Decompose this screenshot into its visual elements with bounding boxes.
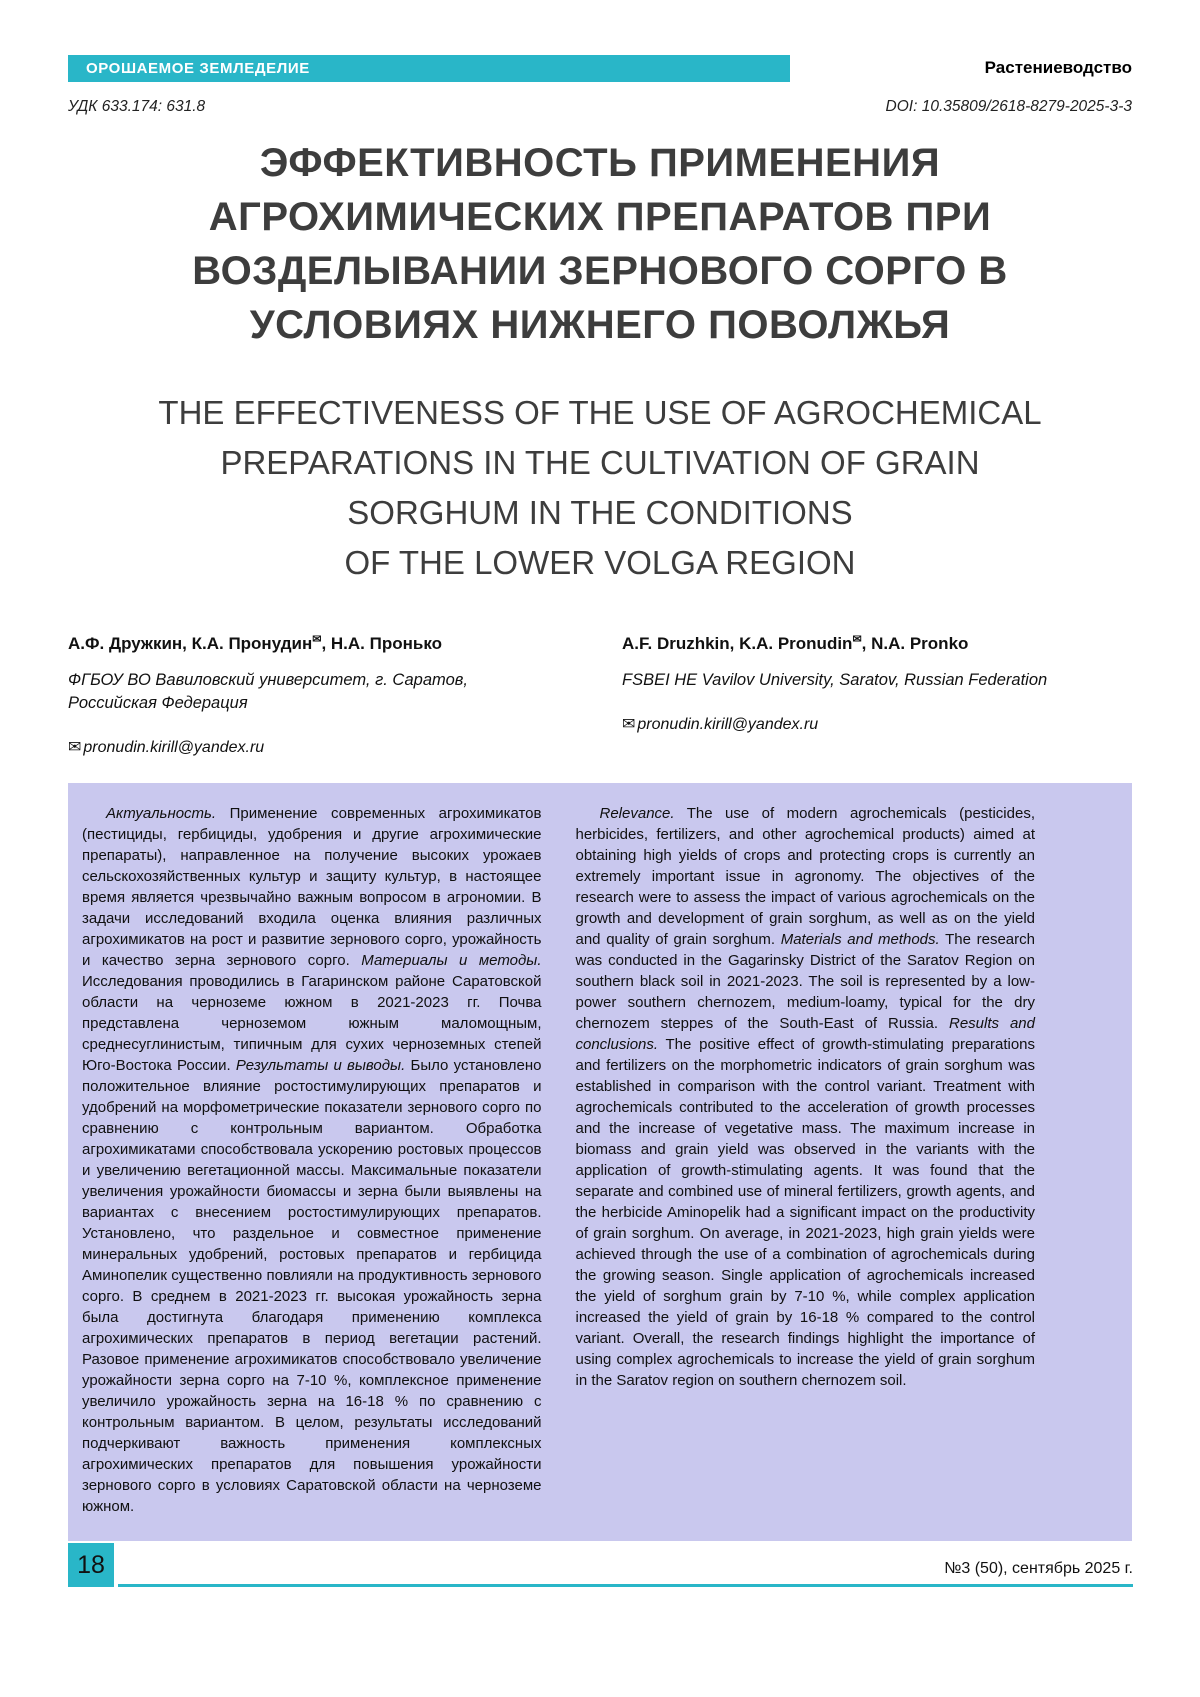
page-footer [68, 1543, 1133, 1587]
doi-label: DOI: 10.35809/2618-8279-2025-3-3 [885, 98, 1132, 115]
abstract-box [68, 783, 1132, 1541]
mail-icon: ✉ [622, 716, 636, 733]
email-link-en[interactable]: pronudin.kirill@yandex.ru [637, 716, 819, 733]
issue-label: №3 (50), сентябрь 2025 г. [944, 1560, 1133, 1577]
section-banner-label: ОРОШАЕМОЕ ЗЕМЛЕДЕЛИЕ [86, 60, 310, 77]
abstract-en: Relevance. The use of modern agrochemicals (pesticides, herbicides, fertilizers, and other agrochemical products) aimed at obtaining high yields of crops and protecting crops is currently an extremely important issue in agronomy. The objectives of the research were to assess the impact of various agrochemicals on the growth and development of grain sorghum, as well as on the yield and quality of grain sorghum. Materials and methods. The research was conducted in the Gagarinsky District of the Saratov Region on southern black soil in 2021-2023. The soil is represented by a low-power southern chernozem, medium-loamy, typical for the dry chernozem steppes of the South-East of Russia. Results and conclusions. The positive effect of growth-stimulating preparations and fertilizers on the morphometric indicators of grain sorghum was established in comparison with the control variant. Treatment with agrochemicals contributed to the acceleration of growth processes and the increase of vegetative mass. The maximum increase in biomass and grain yield was observed in the variants with the application of growth-stimulating agents. It was found that the separate and combined use of mineral fertilizers, growth agents, and the herbicide Aminopelik had a significant impact on the productivity of grain sorghum. On average, in 2021-2023, high grain yields were achieved through the use of a combination of agrochemicals during the growing season. Single application of agrochemicals increased the yield of sorghum grain by 7-10 %, while complex application increased the yield of grain by 16-18 % compared to the control variant. Overall, the research findings highlight the importance of using complex agrochemicals to increase the yield of grain sorghum in the Saratov region on southern chernozem soil. [575, 805, 1035, 1389]
udk-label: УДК 633.174: 631.8 [68, 98, 206, 115]
email-link-ru[interactable]: pronudin.kirill@yandex.ru [83, 739, 265, 756]
email-row-ru [68, 737, 578, 757]
category-label: Растениеводство [984, 57, 1132, 77]
author-names-ru-pre: А.Ф. Дружкин, К.А. Пронудин [68, 634, 313, 653]
abstract-ru: Актуальность. Применение современных агрохимикатов (пестициды, гербициды, удобрения и другие агрохимические препараты), направленное на получение высоких урожаев сельскохозяйственных культур и защиту культур, в настоящее время является чрезвычайно важным вопросом в агрономии. В задачи исследований входила оценка влияния различных агрохимикатов на рост и развитие зернового сорго, урожайность и качество зерна зернового сорго. Материалы и методы. Исследования проводились в Гагаринском районе Саратовской области на черноземе южном в 2021-2023 гг. Почва представлена черноземом южным маломощным, среднесуглинистым, типичным для сухих черноземных степей Юго-Востока России. Результаты и выводы. Было установлено положительное влияние ростостимулирующих препаратов и удобрений на морфометрические показатели зернового сорго по сравнению с контрольным вариантом. Обработка агрохимикатами способствовала ускорению ростовых процессов и увеличению вегетационной массы. Максимальные показатели увеличения урожайности биомассы и зерна были выявлены на вариантах с внесением ростостимулирующих препаратов. Установлено, что раздельное и совместное применение минеральных удобрений, ростовых препаратов и гербицида Аминопелик существенно повлияли на продуктивность зернового сорго. В среднем в 2021-2023 гг. высокая урожайность зерна была достигнута благодаря применению комплекса агрохимических препаратов в период вегетации растений. Разовое применение агрохимикатов способствовало увеличение урожайности зерна сорго на 7-10 %, комплексное применение увеличило урожайность зерна на 16-18 % по сравнению с контрольным вариантом. В целом, результаты исследований подчеркивают важность применения комплексных агрохимических препаратов для повышения урожайности зернового сорго в условиях Саратовской области на черноземе южном. [82, 805, 542, 1515]
author-names-en-post: , N.A. Pronko [861, 634, 969, 653]
email-row-en [622, 714, 1132, 734]
mail-icon: ✉ [68, 739, 82, 756]
affiliation-ru: ФГБОУ ВО Вавиловский университет, г. Саратов, Российская Федерация [68, 671, 468, 712]
author-names-en [622, 634, 1132, 654]
authors-block-ru [68, 634, 578, 757]
corresponding-author-mail-icon: ✉ [852, 633, 862, 646]
authors-block-en [622, 634, 1132, 757]
article-title-en: THE EFFECTIVENESS OF THE USE OF AGROCHEMICAL PREPARATIONS IN THE CULTIVATION OF GRAIN SORGHUM IN THE CONDITIONS OF THE LOWER VOLGA REGION [158, 394, 1042, 581]
author-names-ru-post: , Н.А. Пронько [321, 634, 442, 653]
top-banner-row [68, 55, 1132, 82]
article-title-ru: ЭФФЕКТИВНОСТЬ ПРИМЕНЕНИЯ АГРОХИМИЧЕСКИХ ПРЕПАРАТОВ ПРИ ВОЗДЕЛЫВАНИИ ЗЕРНОВОГО СОРГО В УСЛОВИЯХ НИЖНЕГО ПОВОЛЖЬЯ [192, 141, 1008, 347]
authors-section [68, 634, 1132, 757]
footer-rule [118, 1584, 1133, 1587]
author-names-ru [68, 634, 578, 654]
meta-row [68, 98, 1132, 116]
page-number-badge [68, 1543, 114, 1587]
author-names-en-pre: A.F. Druzhkin, K.A. Pronudin [622, 634, 853, 653]
page-number: 18 [77, 1550, 105, 1579]
affiliation-en: FSBEI HE Vavilov University, Saratov, Russian Federation [622, 671, 1048, 689]
section-banner [68, 55, 790, 82]
corresponding-author-mail-icon: ✉ [312, 633, 322, 646]
